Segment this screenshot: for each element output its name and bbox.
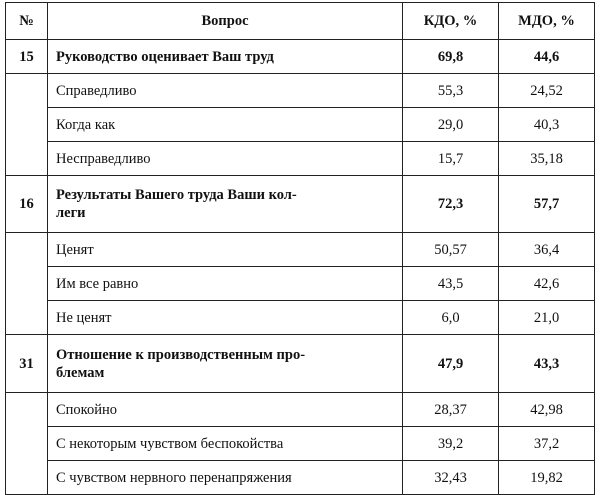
survey-table: [5, 2, 595, 495]
question-number: 31: [6, 335, 48, 393]
answer-row: [6, 108, 595, 142]
question-row: [6, 335, 595, 393]
answer-label: Спокойно: [48, 393, 403, 427]
number-spacer: [6, 233, 48, 335]
question-row: [6, 176, 595, 233]
answer-row: [6, 427, 595, 461]
answer-kdo: 28,37: [403, 393, 499, 427]
answer-kdo: 15,7: [403, 142, 499, 176]
answer-mdo: 40,3: [499, 108, 595, 142]
number-spacer: [6, 393, 48, 495]
question-kdo: 47,9: [403, 335, 499, 393]
question-text: Отношение к производственным про- блемам: [48, 335, 403, 393]
answer-mdo: 24,52: [499, 74, 595, 108]
answer-label: Когда как: [48, 108, 403, 142]
answer-kdo: 32,43: [403, 461, 499, 495]
answer-label: С некоторым чувством беспокойства: [48, 427, 403, 461]
answer-label: Не ценят: [48, 301, 403, 335]
answer-label: Несправедливо: [48, 142, 403, 176]
question-kdo: 72,3: [403, 176, 499, 233]
answer-row: [6, 461, 595, 495]
answer-row: [6, 142, 595, 176]
answer-row: [6, 74, 595, 108]
answer-row: [6, 301, 595, 335]
answer-label: Справедливо: [48, 74, 403, 108]
question-mdo: 57,7: [499, 176, 595, 233]
header-mdo: МДО, %: [499, 3, 595, 40]
question-text: Результаты Вашего труда Ваши кол- леги: [48, 176, 403, 233]
answer-row: [6, 393, 595, 427]
question-mdo: 43,3: [499, 335, 595, 393]
answer-row: [6, 267, 595, 301]
answer-kdo: 39,2: [403, 427, 499, 461]
answer-mdo: 37,2: [499, 427, 595, 461]
answer-mdo: 21,0: [499, 301, 595, 335]
question-mdo: 44,6: [499, 40, 595, 74]
answer-mdo: 36,4: [499, 233, 595, 267]
answer-kdo: 50,57: [403, 233, 499, 267]
header-kdo: КДО, %: [403, 3, 499, 40]
number-spacer: [6, 74, 48, 176]
answer-row: [6, 233, 595, 267]
answer-kdo: 6,0: [403, 301, 499, 335]
answer-kdo: 29,0: [403, 108, 499, 142]
answer-label: Им все равно: [48, 267, 403, 301]
question-number: 16: [6, 176, 48, 233]
answer-mdo: 35,18: [499, 142, 595, 176]
header-number: №: [6, 3, 48, 40]
answer-mdo: 42,6: [499, 267, 595, 301]
table-body: [6, 40, 595, 495]
answer-label: С чувством нервного перенапряжения: [48, 461, 403, 495]
answer-label: Ценят: [48, 233, 403, 267]
answer-mdo: 19,82: [499, 461, 595, 495]
question-number: 15: [6, 40, 48, 74]
question-text: Руководство оценивает Ваш труд: [48, 40, 403, 74]
header-question: Вопрос: [48, 3, 403, 40]
question-kdo: 69,8: [403, 40, 499, 74]
question-row: [6, 40, 595, 74]
answer-kdo: 55,3: [403, 74, 499, 108]
answer-mdo: 42,98: [499, 393, 595, 427]
answer-kdo: 43,5: [403, 267, 499, 301]
table-header: [6, 3, 595, 40]
